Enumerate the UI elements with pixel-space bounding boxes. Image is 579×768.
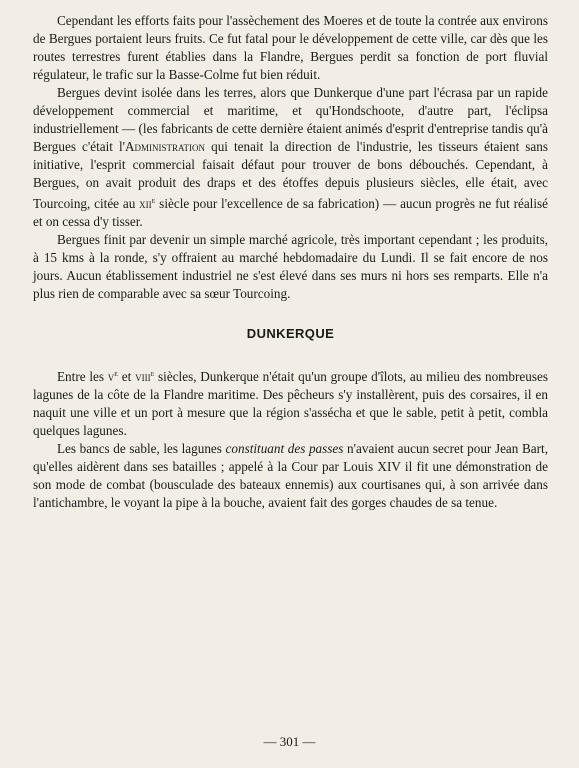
- century-superscript: e: [114, 369, 118, 378]
- text-run: Entre les: [57, 369, 108, 384]
- paragraph-bergues-isolee: [33, 84, 548, 231]
- text-run: Les bancs de sable, les lagunes: [57, 441, 226, 456]
- paragraph-jean-bart: [33, 440, 548, 512]
- century-numeral: viii: [135, 369, 151, 384]
- paragraph-ilots: [33, 365, 548, 440]
- century-numeral: xii: [139, 196, 152, 211]
- text-run: qui tenait la direction de l'industrie, les tisseurs étaient sans initiative, l'esprit commercial faisait défaut pour trouver de bons débouchés. Cependant, à Bergues, on avait produit des draps et des étoffes depuis plusieurs siècles, elle était, avec Tourcoing, citée au: [33, 139, 548, 211]
- text-run: siècles, Dunkerque n'était qu'un groupe d'îlots, au milieu des nombreuses lagunes de la côte de la Flandre maritime. Des pêcheurs s'y installèrent, puis des corsaires, il en naquit une ville et un port à mesure que la région s'assécha et que le sable, petit à petit, combla quelques lagunes.: [33, 369, 548, 438]
- administration-smallcaps: Administration: [125, 139, 206, 154]
- paragraph-marche-agricole: Bergues finit par devenir un simple marché agricole, très important cependant ; les produits, à 15 kms à la ronde, s'y offraient au marché hebdomadaire du Lundi. Il se fait encore de nos jours. Aucun établissement industriel ne s'est élevé dans ses murs ni hors ses remparts. Elle n'a plus rien de comparable avec sa sœur Tourcoing.: [33, 232, 548, 301]
- century-superscript: e: [151, 196, 156, 205]
- century-superscript: e: [150, 369, 155, 378]
- italic-phrase: constituant des passes: [225, 441, 344, 456]
- text-run: siècle pour l'excellence de sa fabrication) — aucun progrès ne fut réalisé et on cessa d'y tisser.: [33, 196, 548, 229]
- body-text: [33, 12, 548, 512]
- page-number: — 301 —: [263, 734, 316, 749]
- text-run: Bergues devint isolée dans les terres, alors que Dunkerque d'une part l'écrasa par un rapide développement commercial et maritime, et qu'Hondschoote, d'autre part, l'éclipsa industriellement — (les fabricants de cette dernière étaient animés d'esprit d'entreprise tandis qu'à Bergues c'était l': [33, 85, 548, 154]
- text-run: n'avaient aucun secret pour Jean Bart, qu'elles aidèrent dans ses batailles ; appelé à la Cour par Louis XIV il fit une démonstration de son mode de combat (bousculade des bateaux ennemis) aux courtisanes qui, à son arrivée dans l'antichambre, le voyant la pipe à la bouche, avaient fait des gorges chaudes de sa tenue.: [33, 441, 548, 510]
- century-numeral: v: [107, 369, 115, 384]
- text-run: et: [117, 369, 136, 384]
- section-heading: DUNKERQUE: [246, 326, 335, 341]
- paragraph-moeres: Cependant les efforts faits pour l'assèchement des Moeres et de toute la contrée aux environs de Bergues portaient leurs fruits. Ce fut fatal pour le développement de cette ville, car dès que les routes terrestres furent établies dans la Flandre, Bergues perdit sa fonction de port fluvial régulateur, le trafic sur la Basse-Colme fut bien réduit.: [33, 13, 548, 82]
